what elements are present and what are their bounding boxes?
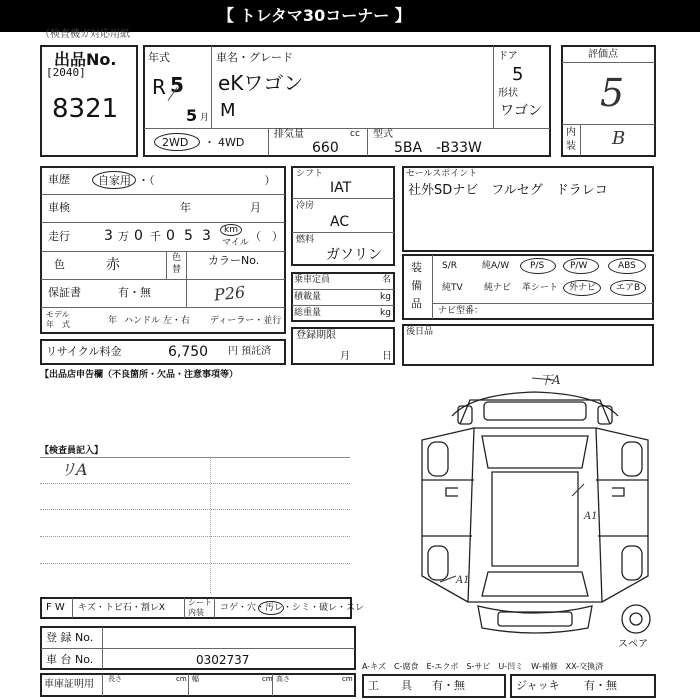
- chassis-label: 車 台 No.: [46, 653, 94, 666]
- inspector-notes-label: 【検査員記入】: [40, 446, 104, 456]
- mileage-km: km: [224, 225, 238, 235]
- history-rest: ・（ ）: [138, 174, 276, 187]
- history-label: 車歴: [48, 173, 70, 186]
- mileage-d1: 3: [104, 228, 113, 244]
- drive-sep: ・: [204, 136, 215, 149]
- lot-label: 出品No.: [54, 50, 117, 69]
- mileage-label: 走行: [48, 230, 70, 243]
- capacity-label-3: 総重量: [294, 308, 322, 318]
- fuel-value: ガソリン: [326, 247, 382, 263]
- regperiod-day: 日: [382, 351, 392, 362]
- inspection-label: 車検: [48, 201, 70, 214]
- mileage-d2: 0: [134, 228, 143, 244]
- fuel-label: 燃料: [296, 235, 315, 245]
- regperiod-label: 登録期限: [296, 330, 336, 341]
- colorno-value: P26: [213, 282, 246, 305]
- month-value: 5: [186, 106, 198, 125]
- inspection-month: 月: [250, 201, 261, 214]
- diagram-note-a1b: A1: [456, 575, 470, 586]
- capacity-unit-1: 名: [382, 275, 392, 285]
- model-label: 型式: [373, 129, 393, 140]
- mileage-d3: 0: [166, 228, 175, 244]
- header-title: 【 トレタマ30コーナー 】: [218, 6, 411, 25]
- year-label: 年式: [148, 51, 170, 64]
- drive-4wd: 4WD: [218, 136, 245, 149]
- equip-ps: P/S: [530, 261, 545, 271]
- cert-height-unit: cm: [342, 675, 353, 683]
- mileage-mile: マイル: [222, 238, 249, 248]
- dealer-type: ディーラー・並行: [210, 316, 282, 326]
- fw-label: F W: [46, 602, 65, 613]
- door-label: ドア: [498, 51, 518, 62]
- capacity-unit-3: kg: [380, 308, 391, 318]
- warranty-label: 保証書: [48, 286, 81, 299]
- mileage-u1: 万: [118, 230, 129, 243]
- cert-label: 車庫証明用: [44, 679, 94, 690]
- vehicle-detail-table: [40, 166, 286, 334]
- cert-length: 長さ: [108, 675, 122, 683]
- cert-width: 幅: [192, 675, 199, 683]
- equip-label-1: 装: [411, 261, 422, 274]
- car-damage-diagram: [412, 373, 658, 660]
- ac-value: AC: [330, 214, 350, 230]
- diagram-note-top: 下A: [540, 373, 561, 387]
- repaint-label-2: 替: [172, 265, 182, 275]
- jack-label: ジャッキ: [516, 679, 560, 692]
- seat-label-2: 内装: [188, 608, 204, 617]
- navi-model-label: ナビ型番：: [438, 306, 484, 316]
- interior-label-2: 装: [566, 141, 576, 152]
- drive-2wd: 2WD: [162, 136, 189, 149]
- shape-value: ワゴン: [500, 103, 542, 119]
- year-value: 5: [170, 73, 184, 97]
- handle-side: ハンドル 左・右: [124, 316, 190, 326]
- lot-tag: [2040]: [46, 66, 86, 79]
- equip-pw: P/W: [570, 261, 588, 271]
- car-grade: M: [220, 100, 236, 121]
- seat-desc: コゲ・穴・汚レ・シミ・破レ・スレ: [220, 603, 365, 613]
- equip-label-2: 備: [411, 279, 422, 292]
- recycle-amount: 6,750: [168, 344, 209, 360]
- interior-value: B: [612, 128, 626, 149]
- inspector-entry: リA: [60, 460, 88, 479]
- repaint-label-1: 色: [172, 253, 182, 263]
- seat-label-1: シート: [188, 598, 212, 607]
- interior-label-1: 内: [566, 127, 576, 138]
- shift-label: シフト: [296, 169, 324, 179]
- mileage-d4: 5: [184, 228, 193, 244]
- chassis-value: 0302737: [196, 653, 250, 667]
- mileage-paren: （ ）: [250, 230, 283, 243]
- colorno-label: カラーNo.: [208, 254, 260, 267]
- cert-height: 高さ: [276, 675, 290, 683]
- warranty-value: 有・無: [118, 286, 151, 299]
- score-label: 評価点: [588, 49, 618, 60]
- capacity-unit-2: kg: [380, 292, 391, 302]
- inspection-year: 年: [180, 201, 191, 214]
- color-label: 色: [54, 258, 65, 271]
- tools-value: 有・無: [432, 679, 465, 692]
- year-era: R: [152, 75, 166, 99]
- equip-navi: 純ナビ: [484, 283, 512, 293]
- capacity-label-1: 乗車定員: [294, 275, 331, 285]
- salespoint-label: セールスポイント: [406, 169, 478, 179]
- damage-legend: A-キズ C-腐食 E-エクボ S-サビ U-凹ミ W-補修 XX-交換済: [362, 662, 604, 671]
- cert-length-unit: cm: [176, 675, 187, 683]
- ac-label: 冷房: [296, 201, 315, 211]
- model-value: 5BA -B33W: [394, 140, 482, 156]
- shape-label: 形状: [498, 88, 518, 99]
- mileage-d5: 3: [202, 228, 211, 244]
- dealer-notes-label: 【出品店申告欄（不良箇所・欠品・注意事項等）: [40, 370, 239, 380]
- mileage-u2: 千: [150, 230, 161, 243]
- history-value: 自家用: [98, 174, 131, 187]
- afterfit-box: [402, 324, 654, 366]
- score-value: 5: [600, 71, 625, 115]
- recycle-label: リサイクル料金: [46, 345, 122, 358]
- equip-abs: ABS: [618, 261, 636, 271]
- color-value: 赤: [106, 257, 120, 273]
- equip-leather: 革シート: [522, 283, 559, 293]
- door-value: 5: [512, 64, 524, 85]
- month-unit: 月: [200, 113, 210, 123]
- tools-label: 工 具: [368, 679, 412, 692]
- afterfit-label: 後日品: [406, 327, 434, 337]
- reg-label: 登 録 No.: [46, 631, 94, 644]
- equip-aw: 純A/W: [482, 261, 510, 271]
- displacement-value: 660: [312, 140, 339, 156]
- equip-tv: 純TV: [442, 283, 463, 293]
- car-name: eKワゴン: [218, 71, 304, 95]
- fw-desc: キズ・トビ石・割レX: [78, 603, 165, 613]
- name-label: 車名・グレード: [216, 51, 293, 64]
- equip-label-3: 品: [411, 297, 422, 310]
- equip-sr: S/R: [442, 261, 457, 271]
- equip-extnavi: 外ナビ: [569, 283, 597, 293]
- cert-width-unit: cm: [262, 675, 273, 683]
- diagram-note-a1: A1: [584, 511, 598, 522]
- jack-value: 有・無: [584, 679, 617, 692]
- recycle-unit: 円 預託済: [228, 346, 272, 357]
- regperiod-month: 月: [340, 351, 350, 362]
- equip-airbag: エアB: [616, 283, 641, 293]
- modelyear-label-2: 年 式: [46, 320, 70, 329]
- cc-unit: cc: [350, 129, 360, 139]
- lot-number: 8321: [52, 94, 119, 124]
- form-subtitle: （検査機ガ対応用紙: [40, 29, 130, 40]
- modelyear-label-1: モデル: [46, 310, 70, 319]
- modelyear-year: 年: [108, 316, 118, 326]
- salespoint-value: 社外SDナビ フルセグ ドラレコ: [408, 183, 608, 198]
- spare-label: スペア: [618, 639, 648, 650]
- capacity-label-2: 積載量: [294, 292, 322, 302]
- displacement-label: 排気量: [274, 129, 304, 140]
- shift-value: IAT: [330, 180, 352, 196]
